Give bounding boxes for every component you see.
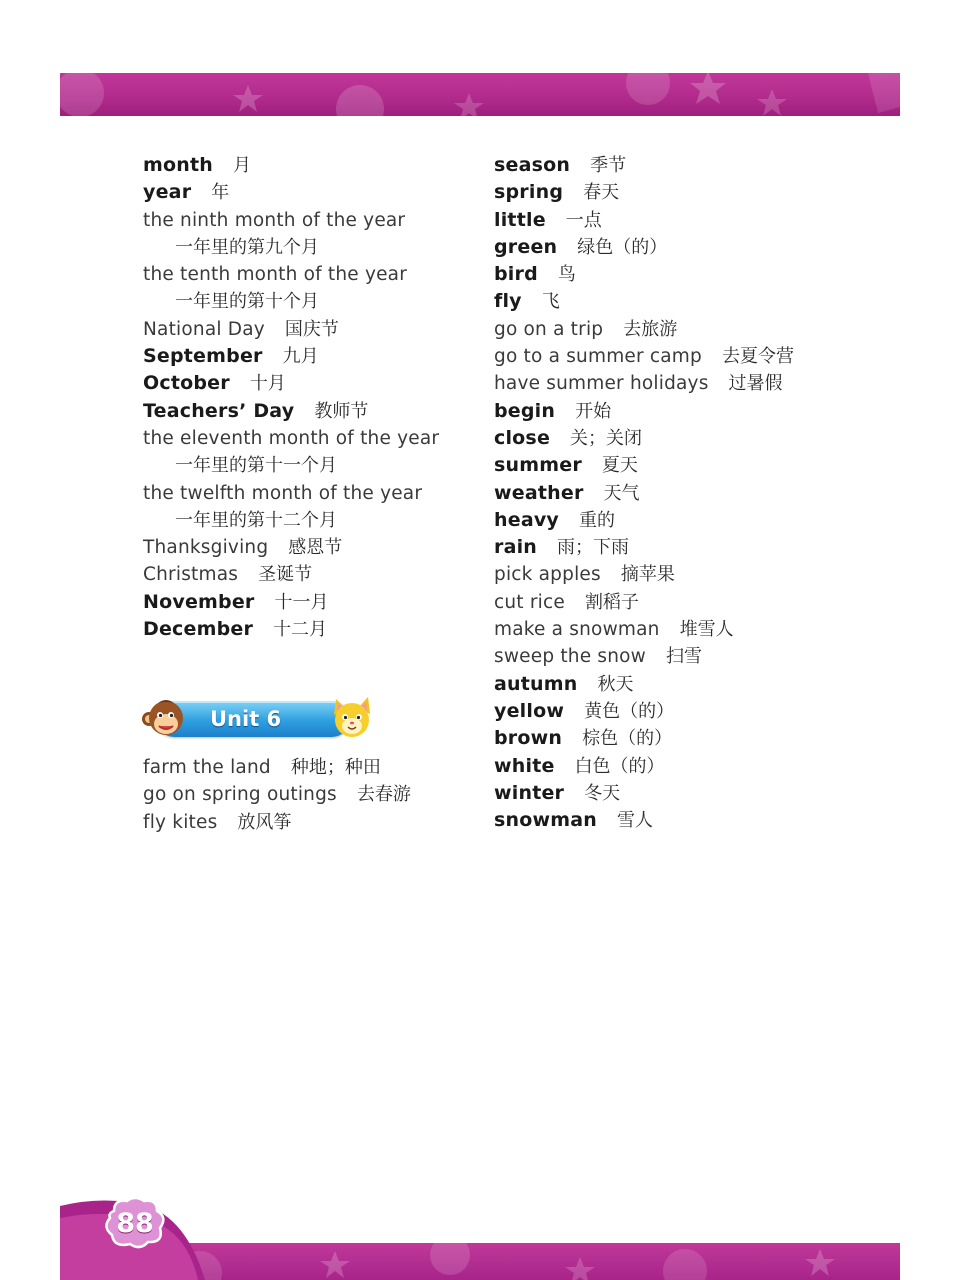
vocabulary-entry (494, 753, 794, 780)
english-term: begin (494, 399, 556, 422)
chinese-translation: 一点 (565, 209, 602, 231)
vocabulary-entry (494, 643, 794, 670)
vocabulary-entry (494, 507, 794, 534)
english-term: snowman (494, 809, 597, 832)
banner-pattern (60, 73, 900, 116)
vocabulary-entry (494, 316, 794, 343)
english-term: little (494, 208, 546, 231)
page-number-badge (100, 1195, 170, 1251)
chinese-translation: 去旅游 (623, 318, 678, 340)
chinese-translation: 堆雪人 (679, 619, 734, 641)
english-term: December (143, 618, 254, 641)
chinese-translation: 月 (233, 155, 251, 176)
english-term: Teachers’ Day (143, 399, 295, 422)
chinese-translation: 去春游 (356, 784, 411, 806)
english-term: the ninth month of the year (143, 209, 406, 231)
chinese-translation: 去夏令营 (721, 346, 794, 368)
english-term: make a snowman (494, 619, 660, 641)
chinese-translation: 种地；种田 (290, 757, 381, 778)
vocabulary-entry (494, 152, 794, 179)
vocabulary-entry (143, 809, 411, 836)
vocabulary-entry (143, 589, 439, 616)
chinese-translation: 十一月 (274, 591, 329, 613)
vocabulary-entry (494, 370, 794, 397)
chinese-translation: 一年里的第十一个月 (175, 455, 337, 477)
vocabulary-entry (494, 343, 794, 370)
english-term: weather (494, 481, 584, 504)
english-term: pick apples (494, 564, 601, 586)
vocabulary-entry (494, 561, 794, 588)
english-term: go to a summer camp (494, 346, 702, 368)
english-term: Christmas (143, 564, 239, 586)
vocabulary-entry (143, 288, 439, 315)
english-term: go on spring outings (143, 784, 337, 806)
english-term: the eleventh month of the year (143, 427, 440, 449)
chinese-translation: 摘苹果 (620, 564, 675, 586)
chinese-translation: 过暑假 (728, 373, 783, 395)
english-term: bird (494, 263, 538, 286)
english-term: go on a trip (494, 318, 604, 340)
english-term: rain (494, 536, 538, 559)
chinese-translation: 扫雪 (666, 646, 703, 668)
vocabulary-entry (143, 452, 439, 479)
english-term: the tenth month of the year (143, 264, 408, 286)
vocabulary-list-right (494, 152, 794, 834)
english-term: summer (494, 454, 582, 477)
chinese-translation: 一年里的第九个月 (175, 236, 319, 258)
vocabulary-entry (494, 452, 794, 479)
vocabulary-entry (143, 234, 439, 261)
page-number: 88 (116, 1207, 154, 1239)
english-term: National Day (143, 318, 265, 340)
english-term: October (143, 372, 230, 395)
unit-title: Unit 6 (210, 707, 282, 731)
chinese-translation: 九月 (282, 346, 319, 368)
top-decorative-banner (60, 73, 900, 116)
chinese-translation: 一年里的第十个月 (175, 291, 319, 313)
english-term: sweep the snow (494, 646, 647, 668)
chinese-translation: 十月 (249, 373, 286, 395)
chinese-translation: 重的 (579, 509, 616, 531)
chinese-translation: 十二月 (273, 619, 328, 641)
english-term: year (143, 181, 192, 204)
chinese-translation: 年 (211, 182, 230, 204)
english-term: Thanksgiving (143, 537, 269, 559)
chinese-translation: 雪人 (617, 810, 653, 832)
chinese-translation: 圣诞节 (258, 564, 313, 586)
english-term: month (143, 154, 213, 176)
english-term: fly kites (143, 811, 218, 833)
unit6-vocabulary-list (143, 754, 411, 836)
english-term: close (494, 426, 551, 449)
vocabulary-entry (494, 179, 794, 206)
vocabulary-entry (143, 616, 439, 643)
english-term: farm the land (143, 757, 271, 778)
vocabulary-entry (143, 261, 439, 288)
english-term: November (143, 590, 255, 613)
vocabulary-entry (143, 561, 439, 588)
vocabulary-entry (143, 781, 411, 808)
vocabulary-entry (494, 671, 794, 698)
vocabulary-entry (143, 316, 439, 343)
english-term: winter (494, 781, 565, 804)
vocabulary-entry (494, 288, 794, 315)
vocabulary-entry (494, 261, 794, 288)
chinese-translation: 棕色（的） (582, 728, 673, 750)
vocabulary-entry (143, 507, 439, 534)
vocabulary-entry (143, 425, 439, 452)
chinese-translation: 黄色（的） (584, 700, 675, 722)
chinese-translation: 一年里的第十二个月 (175, 509, 337, 531)
chinese-translation: 夏天 (601, 455, 638, 477)
vocabulary-entry (143, 207, 439, 234)
vocabulary-entry (494, 725, 794, 752)
english-term: season (494, 154, 571, 176)
english-term: have summer holidays (494, 373, 709, 395)
english-term: cut rice (494, 591, 565, 613)
vocabulary-entry (143, 398, 439, 425)
vocabulary-entry (494, 480, 794, 507)
chinese-translation: 割稻子 (584, 591, 639, 613)
chinese-translation: 冬天 (584, 782, 621, 804)
chinese-translation: 秋天 (597, 673, 634, 695)
english-term: yellow (494, 699, 565, 722)
vocabulary-entry (494, 207, 794, 234)
chinese-translation: 天气 (603, 482, 640, 504)
vocabulary-entry (494, 698, 794, 725)
english-term: spring (494, 181, 564, 204)
english-term: September (143, 345, 263, 368)
vocabulary-entry (143, 152, 439, 179)
monkey-icon (140, 697, 188, 741)
chinese-translation: 鸟 (557, 264, 576, 286)
vocabulary-entry (494, 616, 794, 643)
vocabulary-entry (143, 370, 439, 397)
vocabulary-entry (494, 534, 794, 561)
chinese-translation: 教师节 (314, 400, 369, 422)
cat-icon (330, 695, 374, 741)
vocabulary-list-left (143, 152, 439, 643)
vocabulary-entry (494, 807, 794, 834)
vocabulary-entry (143, 754, 411, 781)
chinese-translation: 关；关闭 (570, 427, 643, 449)
vocabulary-entry (494, 234, 794, 261)
chinese-translation: 国庆节 (284, 318, 339, 340)
vocabulary-entry (143, 179, 439, 206)
chinese-translation: 开始 (575, 400, 612, 422)
vocabulary-entry (143, 343, 439, 370)
english-term: green (494, 235, 558, 258)
chinese-translation: 白色（的） (574, 755, 665, 777)
chinese-translation: 放风筝 (237, 811, 292, 833)
english-term: brown (494, 727, 563, 750)
chinese-translation: 季节 (590, 155, 627, 176)
vocabulary-entry (494, 425, 794, 452)
chinese-translation: 春天 (583, 182, 620, 204)
english-term: heavy (494, 508, 560, 531)
vocabulary-entry (143, 480, 439, 507)
english-term: fly (494, 290, 522, 313)
vocabulary-entry (494, 780, 794, 807)
english-term: white (494, 754, 555, 777)
english-term: the twelfth month of the year (143, 482, 423, 504)
chinese-translation: 飞 (541, 291, 560, 313)
vocabulary-entry (494, 398, 794, 425)
vocabulary-entry (143, 534, 439, 561)
vocabulary-entry (494, 589, 794, 616)
chinese-translation: 绿色（的） (577, 236, 668, 258)
english-term: autumn (494, 672, 578, 695)
chinese-translation: 感恩节 (288, 537, 343, 559)
chinese-translation: 雨；下雨 (557, 537, 630, 559)
unit-badge (140, 697, 376, 741)
